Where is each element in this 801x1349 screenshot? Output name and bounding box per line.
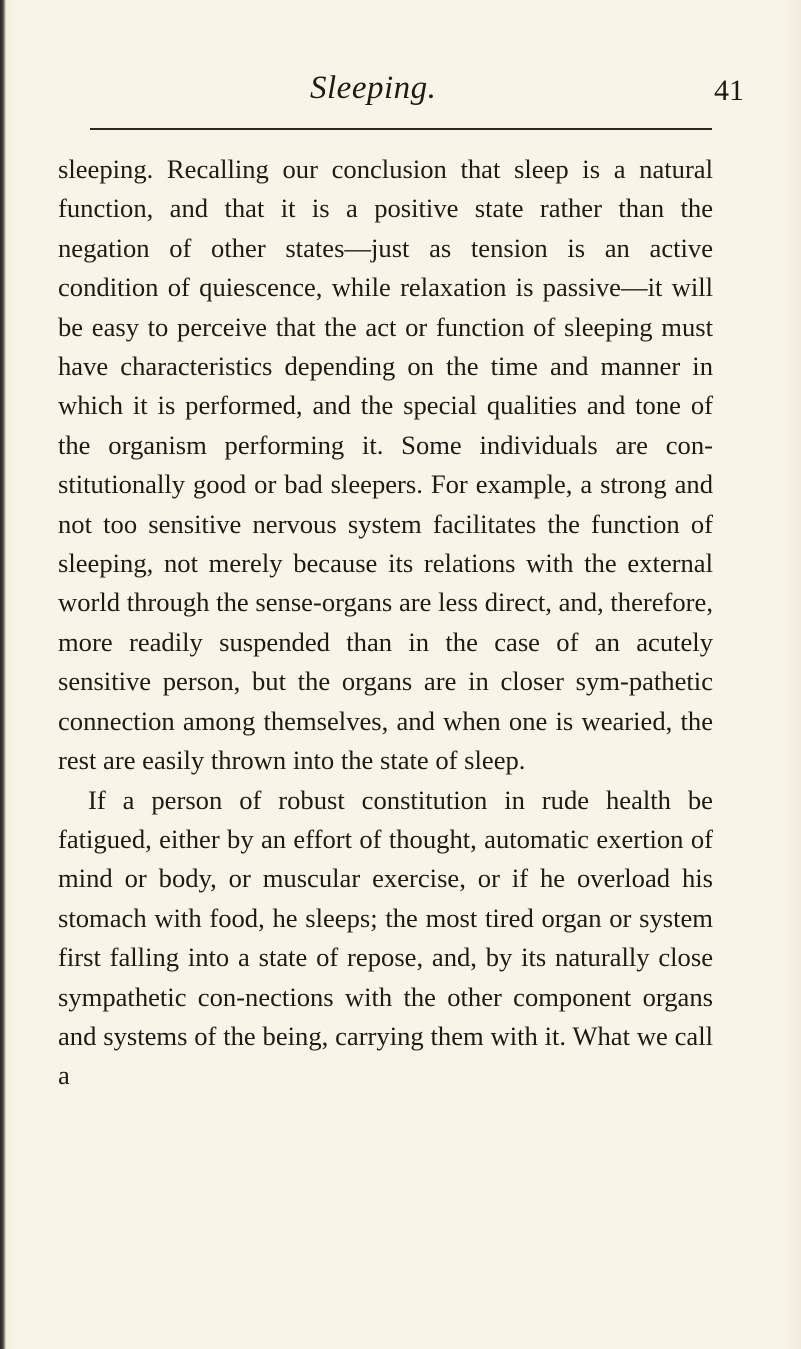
running-head	[40, 64, 760, 124]
page-number: 41	[714, 74, 744, 107]
body-text	[58, 150, 713, 1096]
binding-edge	[0, 0, 6, 1349]
paragraph-1: sleeping. Recalling our conclusion that sleep is a natural function, and that it is a positive state rather than the negation of other states—just as tension is an active condition of quiescence, while relaxation is passive—it will be easy to perceive that the act or function of sleeping must have characteristics depending on the time and manner in which it is performed, and the special qualities and tone of the organism performing it. Some individuals are con-stitutionally good or bad sleepers. For example, a strong and not too sensitive nervous system facilitates the function of sleeping, not merely because its relations with the external world through the sense-organs are less direct, and, therefore, more readily suspended than in the case of an acutely sensitive person, but the organs are in closer sym-pathetic connection among themselves, and when one is wearied, the rest are easily thrown into the state of sleep.	[58, 154, 713, 776]
running-title: Sleeping.	[310, 70, 437, 106]
paragraph-2: If a person of robust constitution in rude health be fatigued, either by an effort of thought, automatic exertion of mind or body, or muscular exercise, or if he overload his stomach with food, he sleeps; the most tired organ or system first falling into a state of repose, and, by its naturally close sympathetic con-nections with the other component organs and systems of the being, carrying them with it. What we call a	[58, 784, 713, 1091]
header-rule	[90, 128, 712, 130]
